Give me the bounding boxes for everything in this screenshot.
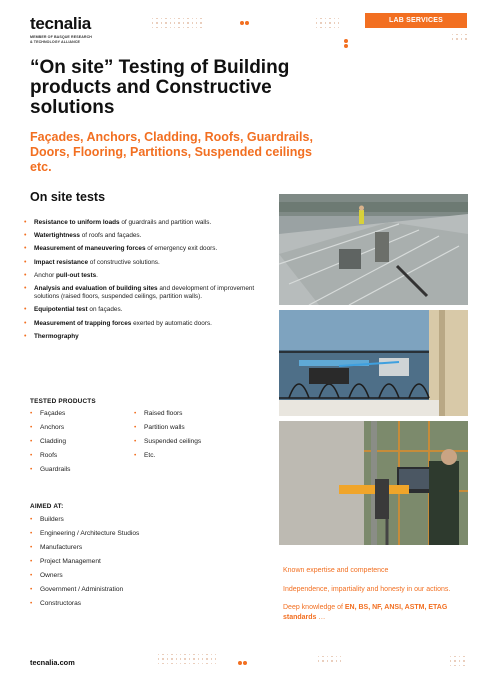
list-item: • Roofs (30, 452, 70, 466)
logo-wordmark: tecnalia (30, 14, 91, 33)
list-item: • Engineering / Architecture Studios (30, 530, 139, 544)
key-strengths-notes (283, 566, 463, 631)
facade-anchor-test-photo (279, 421, 468, 545)
decorative-dot-grid (152, 18, 202, 28)
list-item: • Anchor pull-out tests. (24, 272, 274, 280)
decorative-orange-dot (240, 21, 244, 25)
logo-tagline (30, 35, 92, 44)
decorative-dot-grid (316, 18, 339, 28)
list-item: • Impact resistance of constructive solutions. (24, 259, 274, 267)
list-item: • Owners (30, 572, 139, 586)
roof-test-photo (279, 194, 468, 305)
decorative-orange-dot (245, 21, 249, 25)
page-title: “On site” Testing of Building products and Constructive solutions (30, 57, 290, 118)
list-item: • Government / Administration (30, 586, 139, 600)
section-heading: On site tests (30, 190, 106, 204)
lab-services-badge: LAB SERVICES (365, 13, 467, 28)
list-item: • Analysis and evaluation of building sites and development of improvement solutions (raised floors, suspended ceilings, partition walls). (24, 285, 274, 301)
tested-products-column-2 (134, 410, 201, 466)
decorative-orange-dot (344, 44, 348, 48)
list-item: • Measurement of maneuvering forces of emergency exit doors. (24, 245, 274, 253)
tested-products-heading: TESTED PRODUCTS (30, 398, 96, 405)
list-item: • Suspended ceilings (134, 438, 201, 452)
aimed-at-list (30, 516, 139, 614)
list-item: • Anchors (30, 424, 70, 438)
tested-products-column-1 (30, 410, 70, 480)
list-item: • Builders (30, 516, 139, 530)
list-item: • Equipotential test on façades. (24, 306, 274, 314)
on-site-tests-list (24, 219, 274, 346)
logo-tagline-line: MEMBER OF BASQUE RESEARCH (30, 35, 93, 39)
decorative-orange-dot (243, 661, 247, 665)
list-item: • Watertightness of roofs and façades. (24, 232, 274, 240)
page-subtitle: Façades, Anchors, Cladding, Roofs, Guardrails, Doors, Flooring, Partitions, Suspended ceilings etc. (30, 130, 313, 174)
list-item: • Project Management (30, 558, 139, 572)
note-independence: Independence, impartiality and honesty in our actions. (283, 585, 451, 593)
note-expertise: Known expertise and competence (283, 567, 389, 574)
list-item: • Cladding (30, 438, 70, 452)
list-item: • Manufacturers (30, 544, 139, 558)
decorative-dot-grid (158, 654, 216, 664)
list-item: • Partition walls (134, 424, 201, 438)
list-item: • Guardrails (30, 466, 70, 480)
list-item: • Raised floors (134, 410, 201, 424)
decorative-dot-grid (318, 656, 341, 662)
decorative-orange-dot (238, 661, 242, 665)
list-item: • Thermography (24, 333, 274, 341)
list-item: • Constructoras (30, 600, 139, 614)
list-item: • Resistance to uniform loads of guardrails and partition walls. (24, 219, 274, 227)
logo-tagline-line: & TECHNOLOGY ALLIANCE (30, 39, 81, 44)
note-standards: Deep knowledge of EN, BS, NF, ANSI, ASTM, ETAG standards … (283, 604, 448, 621)
decorative-dot-grid (450, 656, 465, 666)
aimed-at-heading: AIMED AT: (30, 503, 64, 510)
list-item: • Etc. (134, 452, 201, 466)
footer-website-link[interactable]: tecnalia.com (30, 658, 75, 667)
list-item: • Façades (30, 410, 70, 424)
decorative-orange-dot (344, 39, 348, 43)
guardrail-test-photo (279, 310, 468, 416)
decorative-dot-grid (452, 34, 467, 40)
tecnalia-logo (30, 14, 92, 44)
list-item: • Measurement of trapping forces exerted by automatic doors. (24, 320, 274, 328)
